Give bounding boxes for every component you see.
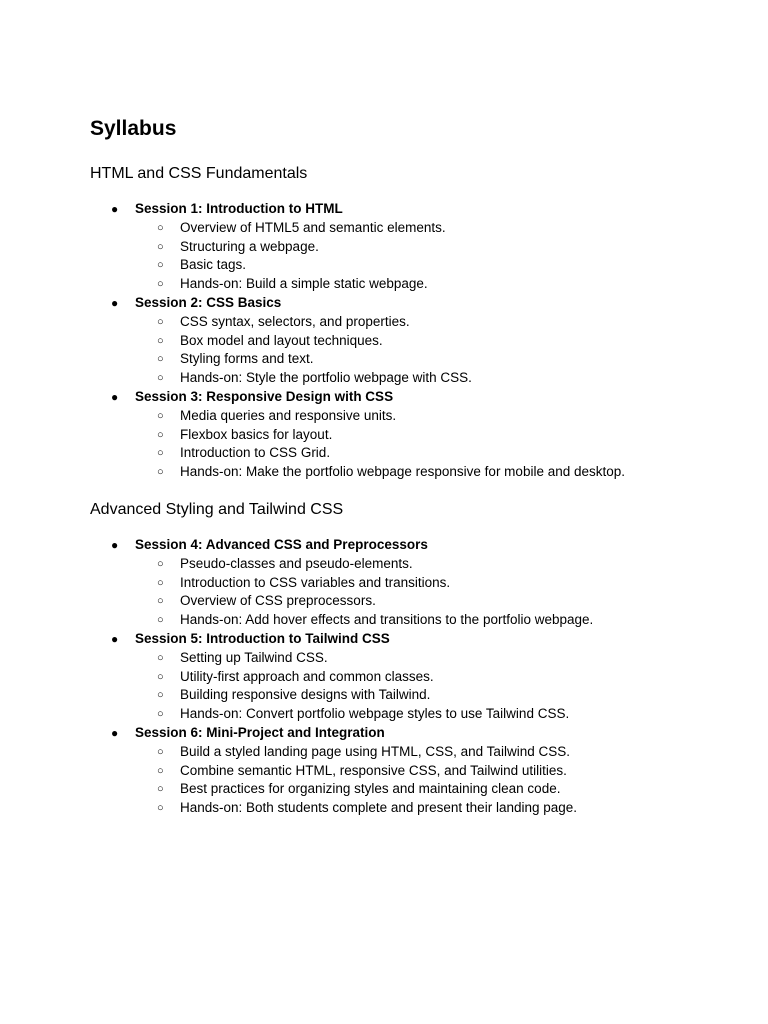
topic-text: Hands-on: Add hover effects and transitions to the portfolio webpage. xyxy=(180,612,594,628)
hollow-bullet-icon: ○ xyxy=(157,670,164,683)
topic-list xyxy=(135,649,730,724)
topic-list xyxy=(135,219,730,294)
topic-text: Overview of CSS preprocessors. xyxy=(180,593,376,609)
session-item xyxy=(90,200,730,294)
topic-item xyxy=(135,444,730,463)
topic-list xyxy=(135,407,730,482)
topic-item xyxy=(135,275,730,294)
filled-bullet-icon: ● xyxy=(111,389,119,404)
topic-item xyxy=(135,686,730,705)
topic-item xyxy=(135,799,730,818)
topic-item xyxy=(135,238,730,257)
hollow-bullet-icon: ○ xyxy=(157,240,164,253)
topic-text: Setting up Tailwind CSS. xyxy=(180,649,328,665)
session-item xyxy=(90,388,730,482)
sections-container xyxy=(90,163,730,818)
topic-item xyxy=(135,762,730,781)
topic-text: Box model and layout techniques. xyxy=(180,332,383,348)
filled-bullet-icon: ● xyxy=(111,202,119,216)
topic-text: Pseudo-classes and pseudo-elements. xyxy=(180,555,413,571)
topic-text: CSS syntax, selectors, and properties. xyxy=(180,313,410,329)
session-list xyxy=(90,536,730,818)
topic-item xyxy=(135,555,730,574)
topic-text: Combine semantic HTML, responsive CSS, and Tailwind utilities. xyxy=(180,762,567,778)
topic-text: Build a styled landing page using HTML, CSS, and Tailwind CSS. xyxy=(180,743,570,759)
session-title: Session 3: Responsive Design with CSS xyxy=(135,388,394,404)
topic-item xyxy=(135,649,730,668)
filled-bullet-icon: ● xyxy=(111,725,119,740)
topic-item xyxy=(135,407,730,426)
hollow-bullet-icon: ○ xyxy=(157,651,164,664)
filled-bullet-icon: ● xyxy=(111,537,119,552)
topic-list xyxy=(135,555,730,630)
topic-item xyxy=(135,592,730,611)
hollow-bullet-icon: ○ xyxy=(157,783,164,796)
document-page xyxy=(90,114,730,818)
topic-item xyxy=(135,219,730,238)
hollow-bullet-icon: ○ xyxy=(157,576,164,589)
session-title: Session 5: Introduction to Tailwind CSS xyxy=(135,630,390,646)
hollow-bullet-icon: ○ xyxy=(157,466,164,479)
topic-text: Introduction to CSS Grid. xyxy=(180,445,331,461)
topic-item xyxy=(135,780,730,799)
topic-item xyxy=(135,463,730,482)
topic-text: Hands-on: Convert portfolio webpage styles to use Tailwind CSS. xyxy=(180,706,570,722)
topic-text: Media queries and responsive units. xyxy=(180,407,397,423)
session-title: Session 2: CSS Basics xyxy=(135,294,282,310)
session-list xyxy=(90,200,730,482)
session-title: Session 1: Introduction to HTML xyxy=(135,201,343,216)
session-title: Session 4: Advanced CSS and Preprocessors xyxy=(135,536,428,552)
hollow-bullet-icon: ○ xyxy=(157,614,164,627)
hollow-bullet-icon: ○ xyxy=(157,278,164,291)
hollow-bullet-icon: ○ xyxy=(157,764,164,777)
topic-item xyxy=(135,256,730,275)
topic-item xyxy=(135,743,730,762)
topic-text: Utility-first approach and common classes. xyxy=(180,668,434,684)
hollow-bullet-icon: ○ xyxy=(157,334,164,347)
hollow-bullet-icon: ○ xyxy=(157,595,164,608)
hollow-bullet-icon: ○ xyxy=(157,221,164,234)
hollow-bullet-icon: ○ xyxy=(157,557,164,570)
topic-text: Hands-on: Both students complete and present their landing page. xyxy=(180,800,578,816)
hollow-bullet-icon: ○ xyxy=(157,689,164,702)
topic-item xyxy=(135,705,730,724)
hollow-bullet-icon: ○ xyxy=(157,802,164,815)
topic-item xyxy=(135,668,730,687)
topic-item xyxy=(135,313,730,332)
topic-text: Introduction to CSS variables and transitions. xyxy=(180,574,451,590)
session-item xyxy=(90,630,730,724)
hollow-bullet-icon: ○ xyxy=(157,745,164,758)
topic-text: Flexbox basics for layout. xyxy=(180,426,333,442)
hollow-bullet-icon: ○ xyxy=(157,708,164,721)
filled-bullet-icon: ● xyxy=(111,295,119,310)
topic-list xyxy=(135,313,730,388)
topic-item xyxy=(135,426,730,445)
topic-item xyxy=(135,574,730,593)
hollow-bullet-icon: ○ xyxy=(157,372,164,385)
session-title: Session 6: Mini-Project and Integration xyxy=(135,724,385,740)
session-item xyxy=(90,536,730,630)
hollow-bullet-icon: ○ xyxy=(157,315,164,328)
hollow-bullet-icon: ○ xyxy=(157,428,164,441)
topic-text: Hands-on: Build a simple static webpage. xyxy=(180,276,428,292)
hollow-bullet-icon: ○ xyxy=(157,447,164,460)
topic-text: Hands-on: Style the portfolio webpage with CSS. xyxy=(180,370,472,386)
topic-text: Structuring a webpage. xyxy=(180,238,319,254)
section-heading: Advanced Styling and Tailwind CSS xyxy=(90,500,344,518)
topic-text: Building responsive designs with Tailwind. xyxy=(180,687,431,703)
filled-bullet-icon: ● xyxy=(111,631,119,646)
topic-text: Overview of HTML5 and semantic elements. xyxy=(180,219,446,235)
section-heading: HTML and CSS Fundamentals xyxy=(90,165,308,182)
session-item xyxy=(90,724,730,818)
session-item xyxy=(90,294,730,388)
topic-item xyxy=(135,611,730,630)
topic-item xyxy=(135,369,730,388)
hollow-bullet-icon: ○ xyxy=(157,353,164,366)
topic-item xyxy=(135,332,730,351)
topic-list xyxy=(135,743,730,818)
topic-text: Basic tags. xyxy=(180,257,247,273)
topic-text: Hands-on: Make the portfolio webpage responsive for mobile and desktop. xyxy=(180,464,626,480)
hollow-bullet-icon: ○ xyxy=(157,259,164,272)
hollow-bullet-icon: ○ xyxy=(157,409,164,422)
topic-item xyxy=(135,350,730,369)
topic-text: Styling forms and text. xyxy=(180,351,314,367)
topic-text: Best practices for organizing styles and maintaining clean code. xyxy=(180,781,561,797)
page-title: Syllabus xyxy=(90,117,177,140)
